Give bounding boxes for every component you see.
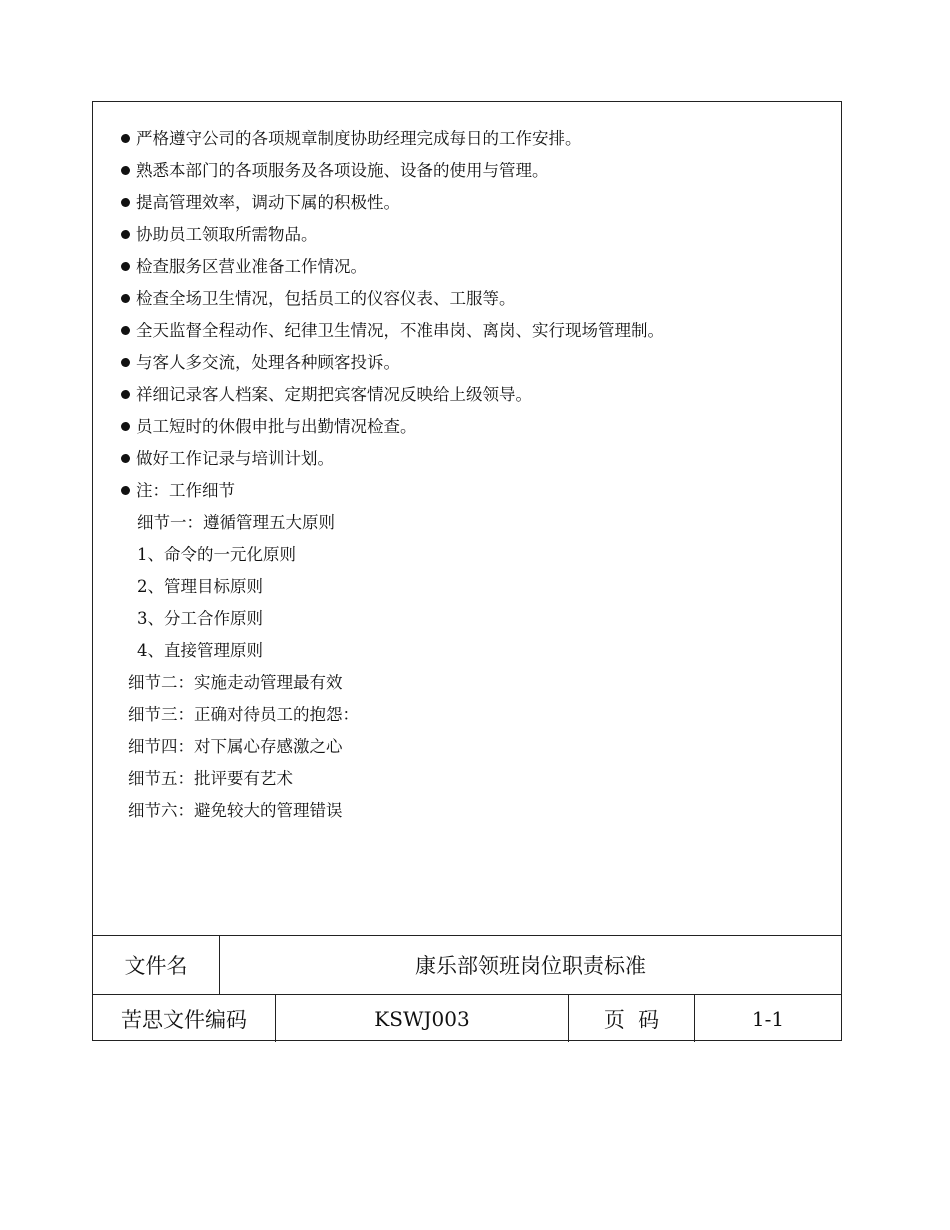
detail-one-item: 3、分工合作原则 [137, 609, 263, 628]
detail-one-title: 细节一：遵循管理五大原则 [137, 513, 335, 532]
page-value: 1-1 [694, 995, 841, 1042]
page-label: 页 码 [568, 995, 694, 1042]
detail-item: 细节四：对下属心存感激之心 [128, 737, 343, 756]
bullet-icon [121, 262, 130, 271]
detail-one-item: 1、命令的一元化原则 [137, 545, 296, 564]
detail-item: 细节六：避免较大的管理错误 [128, 801, 343, 820]
list-item: 全天监督全程动作、纪律卫生情况，不准串岗、离岗、实行现场管理制。 [121, 321, 664, 341]
bullet-icon [121, 294, 130, 303]
bullet-icon [121, 198, 130, 207]
detail-item: 细节五：批评要有艺术 [128, 769, 293, 788]
bullet-icon [121, 230, 130, 239]
list-item: 祥细记录客人档案、定期把宾客情况反映给上级领导。 [121, 385, 532, 405]
list-item: 注：工作细节 [121, 481, 235, 501]
list-item: 检查全场卫生情况，包括员工的仪容仪表、工服等。 [121, 289, 516, 309]
list-item: 与客人多交流，处理各种顾客投诉。 [121, 353, 400, 373]
file-code-value: KSWJ003 [275, 995, 568, 1042]
bullet-icon [121, 390, 130, 399]
detail-one-item: 2、管理目标原则 [137, 577, 263, 596]
bullet-icon [121, 326, 130, 335]
file-code-label: 苦思文件编码 [121, 1007, 247, 1032]
list-item: 做好工作记录与培训计划。 [121, 449, 334, 469]
bullet-icon [121, 358, 130, 367]
footer-row-file-name [93, 936, 841, 995]
footer-row-code [93, 995, 841, 1042]
list-item: 严格遵守公司的各项规章制度协助经理完成每日的工作安排。 [121, 129, 582, 149]
bullet-icon [121, 422, 130, 431]
bullet-icon [121, 486, 130, 495]
bullet-icon [121, 454, 130, 463]
file-name-value: 康乐部领班岗位职责标准 [219, 936, 841, 994]
bullet-icon [121, 166, 130, 175]
bullet-icon [121, 134, 130, 143]
detail-item: 细节三：正确对待员工的抱怨： [128, 705, 359, 724]
list-item: 检查服务区营业准备工作情况。 [121, 257, 367, 277]
list-item: 协助员工领取所需物品。 [121, 225, 318, 245]
detail-one-item: 4、直接管理原则 [137, 641, 263, 660]
content-area [93, 102, 841, 936]
list-item: 熟悉本部门的各项服务及各项设施、设备的使用与管理。 [121, 161, 549, 181]
detail-item: 细节二：实施走动管理最有效 [128, 673, 343, 692]
list-item: 提高管理效率，调动下属的积极性。 [121, 193, 400, 213]
file-name-label: 文件名 [124, 954, 188, 978]
document-frame [92, 101, 842, 1041]
list-item: 员工短时的休假申批与出勤情况检查。 [121, 417, 417, 437]
